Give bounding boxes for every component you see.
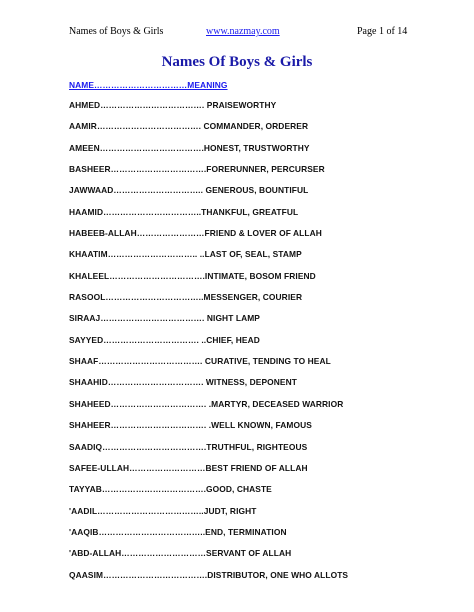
name-meaning-row: AHMED………………………………. PRAISEWORTHY [69,100,277,110]
name-meaning-row: KHALEEL…………………………….INTIMATE, BOSOM FRIEND [69,270,316,281]
running-header-title: Names of Boys & Girls [69,26,164,37]
header-website-link[interactable]: www.nazmay.com [206,26,280,37]
name-meaning-row: 'ABD-ALLAH…………………………SERVANT OF ALLAH [69,548,292,559]
name-meaning-row: KHAATIM………………………….. ..LAST OF, SEAL, STAMP [69,249,302,260]
name-meaning-list [69,100,348,591]
name-meaning-row: SAFEE-ULLAH………………………BEST FRIEND OF ALLAH [69,462,308,473]
name-meaning-row: SAADIQ……………………………….TRUTHFUL, RIGHTEOUS [69,441,308,452]
name-meaning-row: AAMIR………………………………. COMMANDER, ORDERER [69,121,309,132]
name-meaning-row: SHAHEER……………………………. .WELL KNOWN, FAMOUS [69,420,312,431]
name-meaning-row: SHAAHID……………………………. WITNESS, DEPONENT [69,377,297,388]
name-meaning-row: HABEEB-ALLAH……………………FRIEND & LOVER OF ALLAH [69,228,322,239]
name-meaning-row: RASOOL……………………………..MESSENGER, COURIER [69,292,303,303]
name-meaning-row: BASHEER…………………………….FORERUNNER, PERCURSER [69,164,325,175]
page-title: Names Of Boys & Girls [161,54,313,70]
name-meaning-row: AMEEN……………………………….HONEST, TRUSTWORTHY [69,142,310,153]
name-meaning-row: HAAMID……………………………..THANKFUL, GREATFUL [69,206,299,217]
column-header-link[interactable]: NAME……………………………MEANING [69,80,228,90]
name-meaning-row: JAWWAAD………………………….. GENEROUS, BOUNTIFUL [69,185,309,196]
name-meaning-row: SHAAF………………………………. CURATIVE, TENDING TO HEAL [69,356,331,367]
name-meaning-row: TAYYAB……………………………….GOOD, CHASTE [69,484,272,495]
name-meaning-row: SAYYED……………………………. ..CHIEF, HEAD [69,334,260,345]
name-meaning-row: SHAHEED……………………………. .MARTYR, DECEASED WARRIOR [69,398,344,409]
page-number: Page 1 of 14 [357,26,408,37]
name-meaning-row: 'AAQIB………………………………..END, TERMINATION [69,526,287,537]
name-meaning-row: QAASIM……………………………….DISTRIBUTOR, ONE WHO ALLOTS [69,569,349,580]
name-meaning-row: SIRAAJ………………………………. NIGHT LAMP [69,313,260,324]
name-meaning-row: 'AADIL………………………………..JUDT, RIGHT [69,505,257,516]
